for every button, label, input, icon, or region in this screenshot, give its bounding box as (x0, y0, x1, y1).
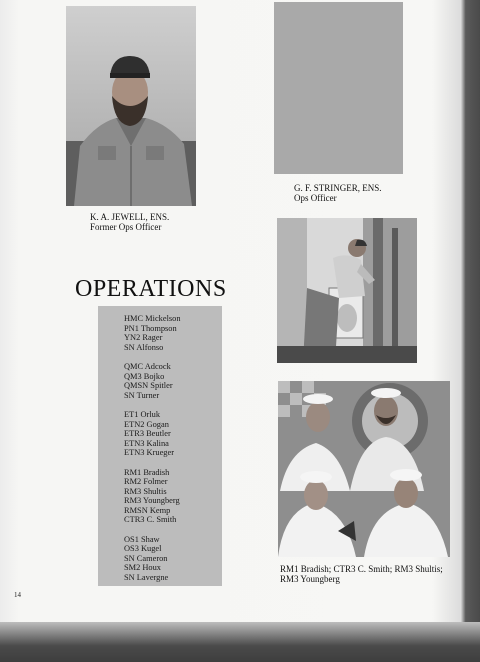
caption-line: K. A. JEWELL, ENS. (90, 212, 170, 222)
roster-name: RM2 Folmer (124, 477, 168, 487)
sailor-working-photo-icon (277, 218, 417, 363)
caption-line: RM3 Youngberg (280, 574, 340, 584)
caption-line: RM1 Bradish; CTR3 C. Smith; RM3 Shultis; (280, 564, 443, 574)
machinery-photo (277, 218, 417, 363)
roster-name: QMC Adcock (124, 361, 171, 371)
roster-name: RM1 Bradish (124, 467, 170, 477)
roster-name: SN Lavergne (124, 573, 169, 583)
roster-name: QMSN Spitler (124, 381, 173, 391)
photo-placeholder-icon (274, 2, 403, 174)
caption-line: G. F. STRINGER, ENS. (294, 183, 382, 193)
radio-group-caption (280, 564, 443, 584)
jewell-caption (90, 212, 169, 232)
radio-group-photo (278, 381, 450, 557)
roster-name: ETR3 Beutler (124, 429, 171, 439)
group-photo-icon (278, 381, 450, 557)
portrait-photo-icon (66, 6, 196, 206)
roster-name: ETN3 Kalina (124, 438, 169, 448)
roster-list (124, 314, 181, 592)
roster-name: RMSN Kemp (124, 505, 171, 515)
page-number: 14 (14, 591, 21, 599)
roster-group (124, 314, 181, 352)
roster-name: RM3 Youngberg (124, 496, 180, 506)
roster-name: SN Cameron (124, 553, 168, 563)
roster-name: PN1 Thompson (124, 323, 177, 333)
jewell-photo (66, 6, 196, 206)
roster-name: SN Turner (124, 390, 160, 400)
section-title: OPERATIONS (75, 276, 227, 302)
roster-name: RM3 Shultis (124, 486, 167, 496)
roster-name: ETN2 Gogan (124, 419, 169, 429)
caption-line: Ops Officer (294, 193, 337, 203)
roster-name: QM3 Bojko (124, 371, 165, 381)
caption-line: Former Ops Officer (90, 222, 162, 232)
roster-group (124, 468, 181, 526)
roster-name: ETN3 Krueger (124, 448, 174, 458)
stringer-photo-placeholder (274, 2, 403, 174)
roster-name: OS1 Shaw (124, 534, 160, 544)
roster-name: ET1 Orluk (124, 409, 161, 419)
roster-name: SM2 Houx (124, 563, 161, 573)
roster-group (124, 362, 181, 400)
roster-name: YN2 Rager (124, 333, 163, 343)
scan-edge-shadow (0, 622, 480, 662)
roster-name: HMC Mickelson (124, 314, 181, 323)
roster-name: OS3 Kugel (124, 544, 162, 554)
roster-group (124, 410, 181, 458)
roster-name: SN Alfonso (124, 342, 164, 352)
roster-group (124, 535, 181, 583)
stringer-caption (294, 183, 382, 203)
roster-name: CTR3 C. Smith (124, 515, 177, 525)
